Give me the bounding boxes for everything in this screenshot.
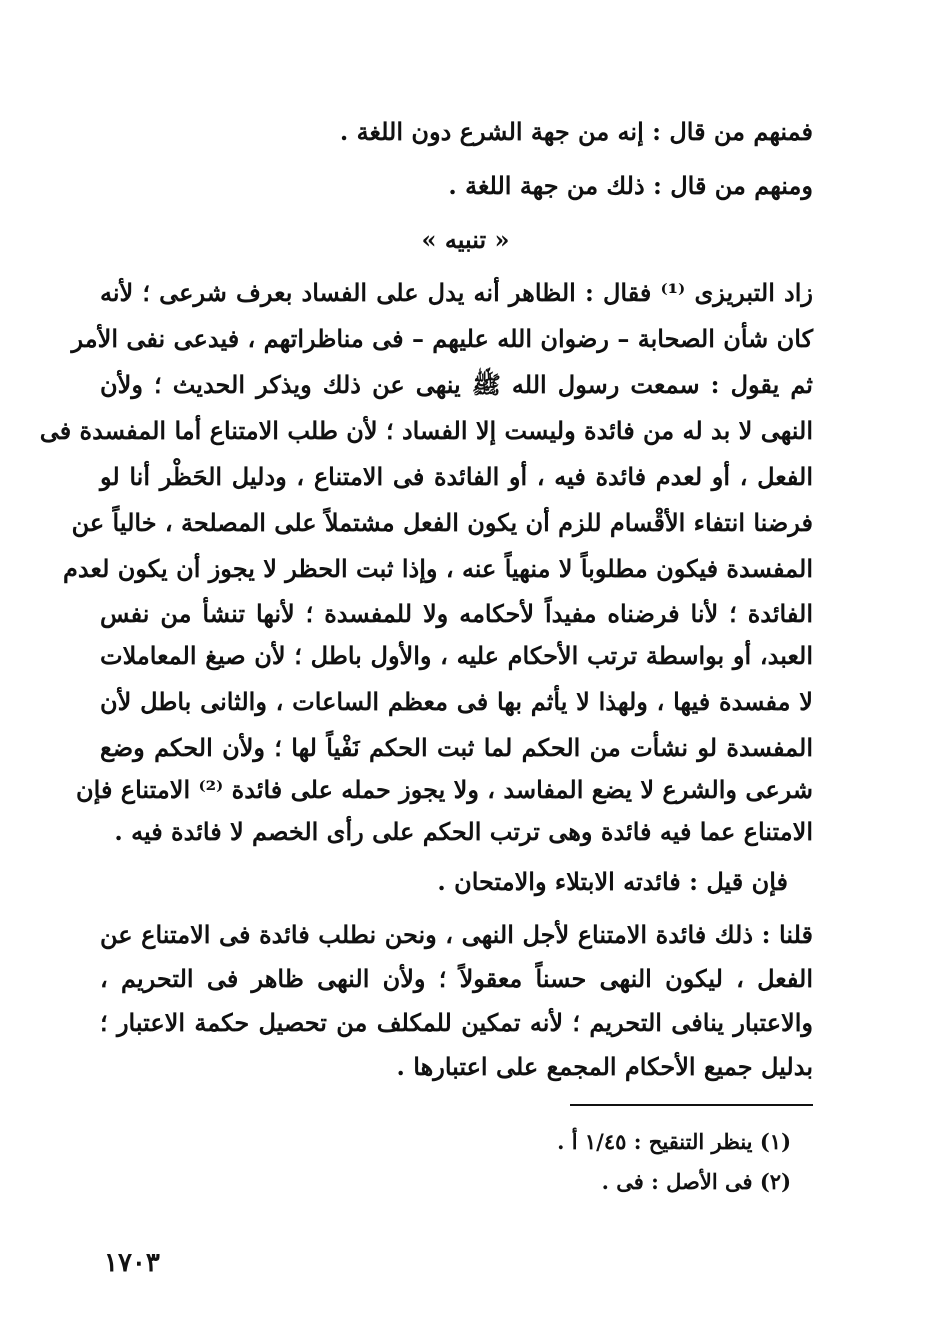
paragraph-line: الفعل ، أو لعدم فائدة فيه ، أو الفائدة فى الامتناع ، ودليل الحَظْر أنا لو: [100, 462, 813, 491]
paragraph-line: لا مفسدة فيها ، ولهذا لا يأثم بها فى معظم الساعات ، والثانى باطل لأن: [100, 687, 813, 716]
paragraph-line: زاد التبريزى ⁽¹⁾ فقال : الظاهر أنه يدل على الفساد بعرف شرعى ؛ لأنه: [100, 278, 813, 307]
paragraph-line: ثم يقول : سمعت رسول الله ﷺ ينهى عن ذلك ويذكر الحديث ؛ ولأن: [100, 370, 813, 399]
intro-line-2: ومنهم من قال : ذلك من جهة اللغة .: [448, 171, 813, 200]
paragraph-line: المفسدة فيكون مطلوباً لا منهياً عنه ، وإذا ثبت الحظر لا يجوز أن يكون لعدم: [63, 554, 813, 583]
paragraph-line: المفسدة لو نشأت من الحكم لما ثبت الحكم نَفْياً لها ؛ ولأن الحكم وضع: [100, 733, 814, 762]
paragraph-line: فرضنا انتفاء الأقْسام للزم أن يكون الفعل مشتملاً على المصلحة ، خالياً عن: [71, 508, 813, 537]
footnote-2: (٢) فى الأصل : فى .: [601, 1169, 791, 1194]
paragraph-line: الامتناع عما فيه فائدة وهى ترتب الحكم على رأى الخصم لا فائدة فيه .: [114, 817, 813, 846]
paragraph-line: بدليل جميع الأحكام المجمع على اعتبارها .: [396, 1052, 813, 1081]
section-heading: « تنبيه »: [421, 225, 510, 254]
paragraph-line: شرعى والشرع لا يضع المفاسد ، ولا يجوز حمله على فائدة ⁽²⁾ الامتناع فإن: [76, 775, 813, 804]
paragraph-line: الفعل ، ليكون النهى حسناً معقولاً ؛ ولأن النهى ظاهر فى التحريم ،: [100, 964, 813, 993]
paragraph-line: قلنا : ذلك فائدة الامتناع لأجل النهى ، ونحن نطلب فائدة فى الامتناع عن: [100, 920, 813, 949]
page-number: ١٧٠٣: [104, 1248, 160, 1278]
objection-line: فإن قيل : فائدته الابتلاء والامتحان .: [437, 867, 788, 896]
paragraph-line: النهى لا بد له من فائدة وليست إلا الفساد ؛ لأن طلب الامتناع أما المفسدة فى: [39, 416, 813, 445]
intro-line-1: فمنهم من قال : إنه من جهة الشرع دون اللغة .: [339, 117, 813, 146]
paragraph-line: والاعتبار ينافى التحريم ؛ لأنه تمكين للمكلف من تحصيل حكمة الاعتبار ؛: [100, 1008, 813, 1037]
paragraph-line: العبد، أو بواسطة ترتب الأحكام عليه ، والأول باطل ؛ لأن صيغ المعاملات: [100, 641, 813, 670]
footnote-divider: [570, 1104, 813, 1106]
footnote-1: (١) ينظر التنقيح : ١/٤٥ أ .: [557, 1129, 791, 1154]
paragraph-line: الفائدة ؛ لأنا فرضناه مفيداً لأحكامه ولا للمفسدة ؛ لأنها تنشأ من نفس: [100, 599, 813, 628]
paragraph-line: كان شأن الصحابة – رضوان الله عليهم – فى مناظراتهم ، فيدعى نفى الأمر: [71, 324, 813, 353]
